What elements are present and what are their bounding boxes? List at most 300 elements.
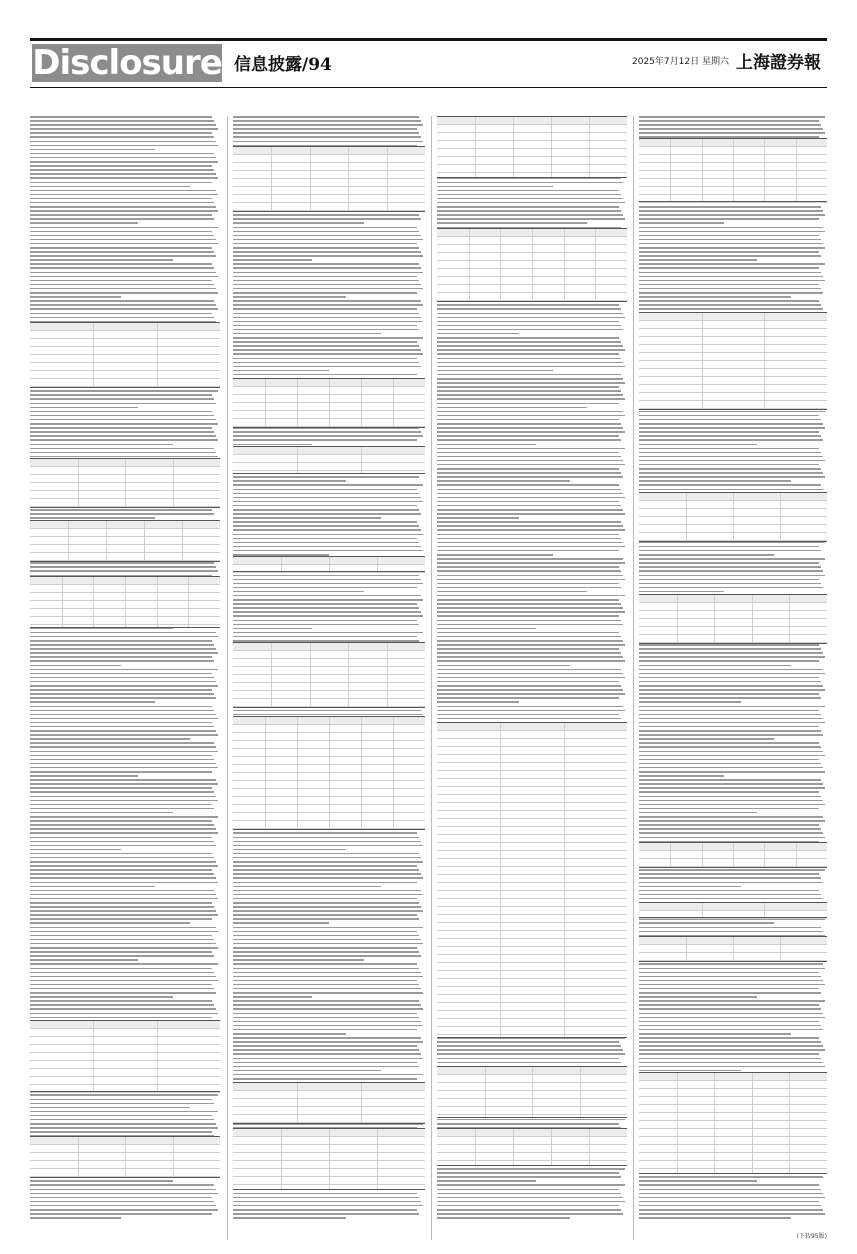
table-column-rule	[271, 643, 272, 707]
text-line	[233, 497, 421, 499]
table-column-rule	[780, 493, 781, 541]
table-column-rule	[702, 903, 703, 917]
text-line	[233, 959, 364, 961]
table-column-rule	[361, 1083, 362, 1123]
table-row	[437, 875, 627, 883]
text-line	[437, 370, 553, 372]
text-line	[30, 202, 214, 204]
text-line	[30, 1107, 190, 1109]
issue-date: 2025年7月12日 星期六	[632, 57, 729, 67]
table-row	[639, 401, 827, 409]
table-row	[437, 843, 627, 851]
text-line	[30, 280, 212, 282]
text-line	[233, 845, 423, 847]
newspaper-name: 上海證券報	[736, 53, 821, 73]
text-line	[233, 136, 421, 138]
text-line	[639, 120, 819, 122]
table-row	[233, 171, 425, 179]
text-line	[639, 489, 823, 491]
table-row	[233, 643, 425, 651]
text-line	[30, 636, 218, 638]
text-line	[639, 1180, 757, 1182]
text-line	[233, 288, 423, 290]
table-column-rule	[789, 1073, 790, 1173]
text-line	[233, 517, 381, 519]
text-line	[30, 714, 216, 716]
data-table	[30, 1020, 220, 1092]
text-line	[437, 583, 619, 585]
text-line	[639, 427, 825, 429]
table-column-rule	[93, 1021, 94, 1091]
text-line	[437, 1209, 621, 1211]
table-row	[30, 363, 220, 371]
text-line	[30, 771, 212, 773]
text-line	[639, 472, 823, 474]
text-line	[437, 615, 619, 617]
text-line	[30, 182, 212, 184]
table-row	[233, 179, 425, 187]
table-row	[30, 1077, 220, 1085]
table-column-rule	[752, 595, 753, 643]
text-line	[639, 231, 825, 233]
text-line	[233, 349, 421, 351]
text-line	[30, 706, 212, 708]
text-line	[233, 603, 417, 605]
text-line	[639, 1000, 825, 1002]
table-column-rule	[297, 1083, 298, 1123]
disclosure-logo: Disclosure	[32, 43, 222, 83]
text-line	[30, 448, 214, 450]
text-line	[639, 808, 819, 810]
text-line	[30, 149, 155, 151]
text-line	[639, 288, 821, 290]
table-column-rule	[173, 459, 174, 507]
text-line	[233, 1021, 421, 1023]
table-column-rule	[670, 843, 671, 867]
column-4	[639, 116, 827, 1240]
table-row	[30, 355, 220, 363]
text-line	[233, 525, 419, 527]
table-column-rule	[580, 1067, 581, 1117]
text-line	[233, 931, 417, 933]
table-row	[30, 347, 220, 355]
text-line	[639, 791, 819, 793]
text-line	[233, 628, 312, 630]
text-line	[233, 984, 419, 986]
text-line	[30, 1205, 216, 1207]
text-line	[30, 1000, 212, 1002]
text-line	[233, 1209, 417, 1211]
text-line	[437, 407, 587, 409]
text-line	[30, 272, 216, 274]
text-line	[437, 1213, 623, 1215]
text-line	[233, 611, 421, 613]
text-line	[30, 435, 216, 437]
table-column-rule	[62, 577, 63, 627]
text-line	[639, 968, 825, 970]
text-line	[30, 1184, 214, 1186]
text-line	[437, 366, 625, 368]
text-line	[30, 255, 216, 257]
table-column-rule	[714, 595, 715, 643]
table-column-rule	[475, 1129, 476, 1165]
text-line	[233, 1197, 419, 1199]
text-line	[30, 411, 212, 413]
text-line	[639, 128, 823, 130]
table-row	[233, 1115, 425, 1123]
text-line	[233, 317, 421, 319]
text-line	[437, 714, 619, 716]
text-line	[639, 882, 823, 884]
text-line	[437, 210, 621, 212]
data-table	[233, 642, 425, 708]
data-table	[233, 146, 425, 212]
text-line	[30, 710, 214, 712]
data-table	[639, 842, 827, 868]
text-line	[639, 1193, 823, 1195]
table-row	[639, 313, 827, 321]
text-line	[437, 325, 621, 327]
text-line	[639, 816, 823, 818]
text-line	[233, 1213, 419, 1215]
data-table	[437, 722, 627, 1038]
table-row	[30, 1021, 220, 1029]
text-line	[30, 820, 212, 822]
text-line	[639, 562, 819, 564]
text-line	[639, 255, 821, 257]
table-row	[639, 1105, 827, 1113]
text-line	[30, 632, 216, 634]
text-line	[437, 1049, 623, 1051]
text-line	[639, 476, 825, 478]
text-line	[233, 489, 417, 491]
text-line	[30, 755, 212, 757]
text-line	[437, 321, 619, 323]
text-line	[30, 984, 212, 986]
text-line	[233, 276, 417, 278]
text-line	[437, 640, 623, 642]
data-table	[30, 576, 220, 628]
text-line	[30, 218, 214, 220]
table-row	[233, 147, 425, 155]
text-line	[437, 1217, 570, 1219]
text-line	[437, 362, 623, 364]
text-line	[233, 624, 419, 626]
text-line	[30, 407, 138, 409]
text-line	[233, 300, 421, 302]
table-row	[437, 157, 627, 165]
data-table	[437, 116, 627, 178]
table-row	[639, 1137, 827, 1145]
text-line	[30, 157, 216, 159]
text-line	[639, 689, 825, 691]
text-line	[437, 710, 625, 712]
text-line	[30, 873, 214, 875]
table-row	[233, 195, 425, 203]
text-line	[30, 943, 216, 945]
data-table	[639, 594, 827, 644]
text-line	[233, 325, 417, 327]
text-line	[233, 132, 419, 134]
text-line	[233, 996, 312, 998]
text-line	[30, 652, 218, 654]
text-line	[639, 992, 821, 994]
text-line	[233, 235, 421, 237]
table-column-rule	[310, 147, 311, 211]
table-row	[639, 595, 827, 603]
text-line	[437, 464, 625, 466]
text-line	[639, 673, 825, 675]
data-table	[233, 1082, 425, 1124]
text-line	[233, 857, 421, 859]
table-row	[437, 1003, 627, 1011]
table-row	[437, 1145, 627, 1153]
text-line	[233, 980, 417, 982]
text-line	[437, 685, 621, 687]
text-line	[639, 972, 819, 974]
text-line	[233, 251, 421, 253]
text-line	[233, 1070, 381, 1072]
text-line	[30, 722, 212, 724]
text-line	[30, 562, 214, 564]
table-column-rule	[93, 323, 94, 387]
text-line	[639, 1045, 823, 1047]
text-line	[233, 550, 423, 552]
table-column-rule	[764, 313, 765, 409]
text-line	[30, 513, 214, 515]
text-line	[639, 1217, 791, 1219]
text-line	[437, 1053, 625, 1055]
text-line	[30, 308, 218, 310]
table-column-rule	[752, 1073, 753, 1173]
text-line	[639, 439, 823, 441]
text-line	[639, 579, 819, 581]
text-line	[437, 198, 623, 200]
text-line	[233, 263, 419, 265]
text-line	[30, 1131, 212, 1133]
text-line	[437, 677, 625, 679]
text-line	[233, 1008, 423, 1010]
text-line	[437, 435, 619, 437]
text-line	[639, 980, 823, 982]
text-line	[639, 800, 823, 802]
table-column-rule	[106, 521, 107, 561]
text-line	[30, 1123, 216, 1125]
text-line	[233, 116, 419, 118]
text-line	[639, 206, 821, 208]
text-line	[233, 972, 421, 974]
text-line	[233, 935, 419, 937]
table-row	[30, 1029, 220, 1037]
text-line	[437, 1180, 536, 1182]
text-line	[30, 689, 212, 691]
table-row	[437, 899, 627, 907]
column-3	[437, 116, 627, 1240]
text-line	[639, 771, 825, 773]
text-line	[639, 214, 825, 216]
text-line	[639, 927, 821, 929]
table-row	[437, 747, 627, 755]
text-line	[30, 955, 214, 957]
text-line	[437, 673, 623, 675]
data-table	[639, 492, 827, 542]
text-line	[30, 849, 121, 851]
text-line	[639, 706, 825, 708]
text-line	[30, 865, 218, 867]
table-row	[233, 155, 425, 163]
text-line	[233, 943, 423, 945]
table-column-rule	[329, 717, 330, 829]
text-line	[639, 218, 819, 220]
text-line	[437, 575, 623, 577]
text-line	[233, 337, 423, 339]
text-line	[437, 1172, 619, 1174]
table-column-rule	[702, 313, 703, 409]
text-line	[639, 263, 825, 265]
text-line	[30, 947, 218, 949]
text-line	[30, 1217, 121, 1219]
text-line	[233, 939, 421, 941]
table-column-rule	[393, 379, 394, 427]
text-line	[639, 1066, 825, 1068]
text-line	[437, 632, 619, 634]
text-line	[30, 1013, 218, 1015]
text-line	[30, 186, 190, 188]
table-row	[233, 447, 425, 455]
text-line	[30, 775, 138, 777]
table-row	[437, 907, 627, 915]
text-line	[30, 697, 216, 699]
text-line	[639, 660, 819, 662]
table-row	[639, 603, 827, 611]
text-line	[30, 746, 216, 748]
text-line	[639, 665, 791, 667]
text-line	[639, 452, 821, 454]
table-column-rule	[733, 937, 734, 961]
text-line	[437, 636, 621, 638]
table-column-rule	[500, 229, 501, 301]
text-line	[639, 546, 819, 548]
text-line	[30, 861, 216, 863]
text-line	[639, 763, 821, 765]
text-line	[437, 607, 623, 609]
text-line	[30, 751, 218, 753]
text-line	[639, 267, 819, 269]
text-line	[233, 546, 421, 548]
table-column-rule	[677, 595, 678, 643]
text-line	[233, 910, 423, 912]
text-line	[639, 575, 825, 577]
table-row	[639, 1153, 827, 1161]
table-column-rule	[157, 323, 158, 387]
column-2	[233, 116, 425, 1240]
table-column-rule	[144, 521, 145, 561]
text-line	[233, 333, 381, 335]
text-line	[639, 444, 757, 446]
text-line	[437, 701, 519, 703]
text-line	[437, 341, 621, 343]
text-line	[437, 1119, 625, 1121]
text-line	[639, 1021, 819, 1023]
text-line	[437, 603, 621, 605]
text-line	[233, 902, 419, 904]
text-line	[639, 456, 823, 458]
text-line	[639, 988, 819, 990]
text-line	[639, 583, 821, 585]
text-line	[437, 337, 619, 339]
text-line	[233, 1013, 417, 1015]
text-line	[437, 587, 621, 589]
table-column-rule	[733, 493, 734, 541]
text-line	[30, 804, 212, 806]
table-column-rule	[733, 843, 734, 867]
text-line	[639, 460, 825, 462]
text-line	[30, 214, 212, 216]
text-line	[30, 972, 214, 974]
text-line	[233, 1049, 419, 1051]
text-line	[30, 832, 218, 834]
table-row	[437, 1153, 627, 1161]
text-line	[30, 194, 218, 196]
text-line	[437, 427, 623, 429]
text-line	[233, 955, 421, 957]
text-line	[30, 1119, 214, 1121]
text-line	[30, 1008, 216, 1010]
table-row	[30, 1069, 220, 1077]
table-column-rule	[157, 1021, 158, 1091]
text-line	[437, 411, 623, 413]
text-line	[233, 231, 419, 233]
text-line	[233, 272, 423, 274]
text-line	[437, 595, 625, 597]
text-line	[30, 992, 216, 994]
text-line	[233, 906, 421, 908]
table-row	[233, 683, 425, 691]
text-line	[30, 681, 216, 683]
text-line	[233, 247, 419, 249]
table-column-rule	[387, 147, 388, 211]
text-line	[639, 284, 819, 286]
table-row	[639, 337, 827, 345]
text-line	[437, 652, 621, 654]
data-table	[437, 1066, 627, 1118]
table-row	[639, 361, 827, 369]
table-column-rule	[714, 1073, 715, 1173]
text-line	[30, 824, 214, 826]
text-line	[639, 922, 774, 924]
text-line	[30, 1017, 212, 1019]
table-row	[437, 125, 627, 133]
table-row	[437, 811, 627, 819]
table-column-rule	[329, 557, 330, 571]
table-row	[639, 377, 827, 385]
table-row	[639, 1121, 827, 1129]
page-body	[30, 116, 827, 1240]
text-line	[233, 579, 421, 581]
text-line	[437, 505, 621, 507]
text-line	[639, 423, 823, 425]
text-line	[30, 640, 212, 642]
text-line	[30, 239, 216, 241]
text-line	[30, 263, 212, 265]
text-line	[437, 358, 621, 360]
text-line	[437, 579, 625, 581]
text-line	[233, 599, 423, 601]
text-line	[639, 718, 823, 720]
text-line	[437, 501, 619, 503]
text-line	[639, 591, 724, 593]
table-row	[437, 1129, 627, 1137]
